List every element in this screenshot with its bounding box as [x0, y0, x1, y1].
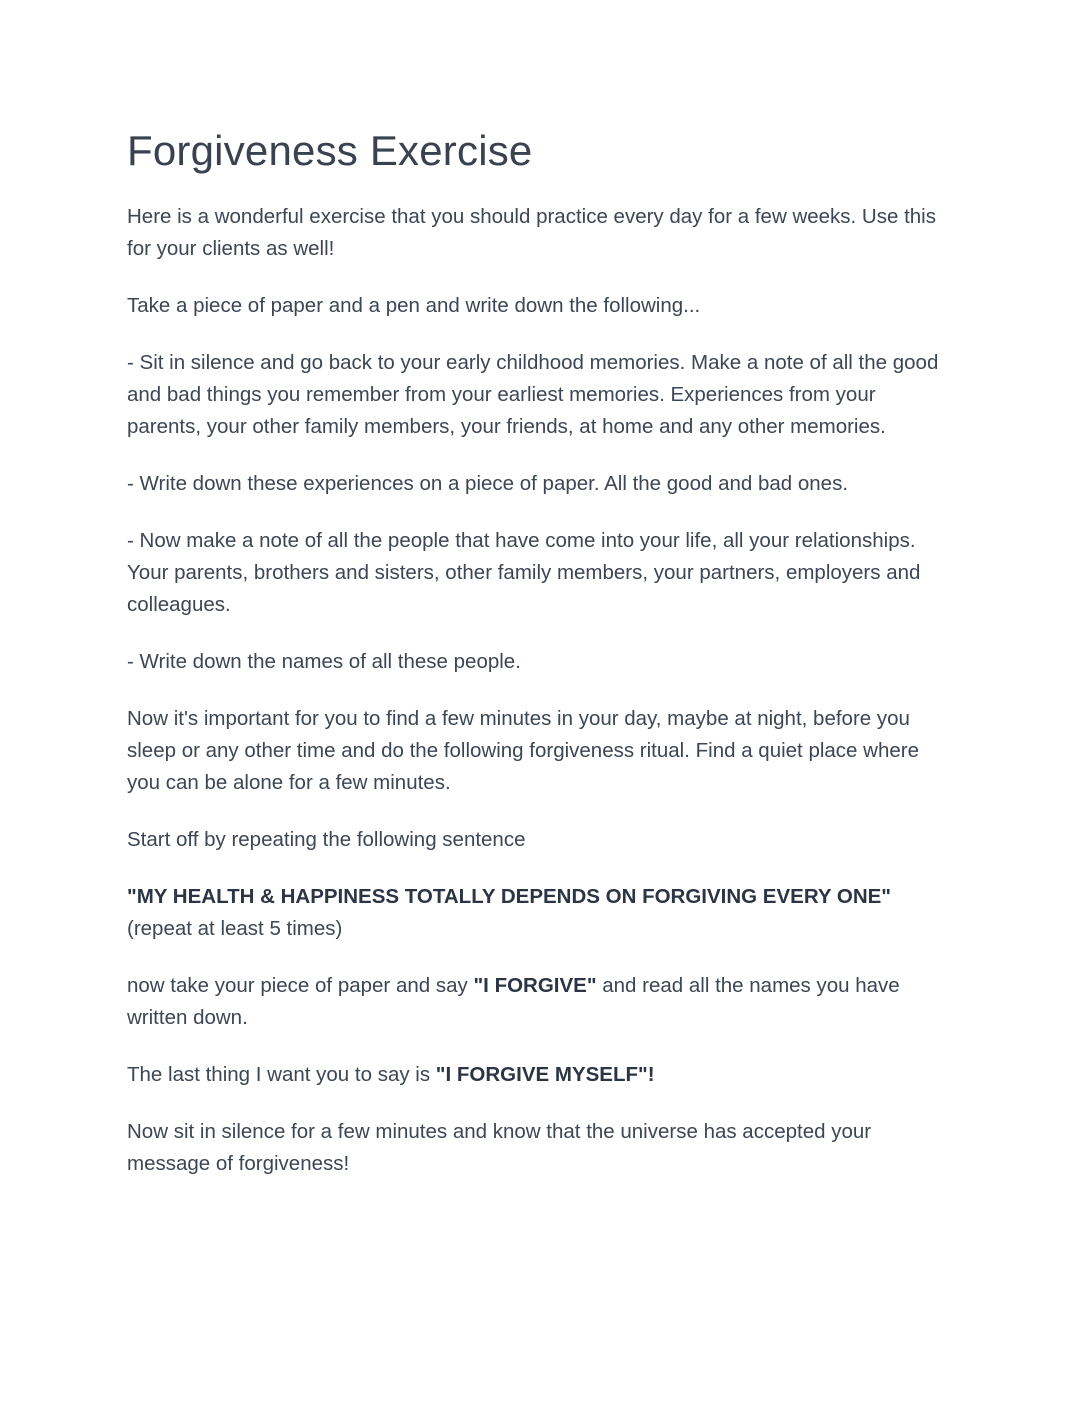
text-run: Now sit in silence for a few minutes and know that the universe has accepted your message of forgiveness! — [127, 1119, 872, 1175]
paragraph — [127, 970, 951, 1034]
text-run: The last thing I want you to say is — [127, 1062, 436, 1086]
paragraph — [127, 525, 951, 621]
bold-text-run: "MY HEALTH & HAPPINESS TOTALLY DEPENDS ON FORGIVING EVERY ONE" — [127, 884, 892, 908]
paragraph — [127, 1059, 951, 1091]
paragraph — [127, 201, 951, 265]
text-run: - Now make a note of all the people that have come into your life, all your relationships. Your parents, brothers and sisters, other family members, your partners, employers and colleagues. — [127, 528, 921, 616]
paragraph — [127, 468, 951, 500]
paragraph — [127, 881, 951, 945]
text-run: - Write down these experiences on a piece of paper. All the good and bad ones. — [127, 471, 849, 495]
text-run: - Write down the names of all these people. — [127, 649, 521, 673]
text-run: and read all the names you have written down. — [127, 973, 900, 1029]
text-run: Start off by repeating the following sentence — [127, 827, 526, 851]
page-title: Forgiveness Exercise — [127, 127, 533, 174]
paragraph — [127, 1116, 951, 1180]
bold-text-run: "I FORGIVE" — [473, 973, 597, 997]
text-run: (repeat at least 5 times) — [127, 916, 343, 940]
paragraph — [127, 703, 951, 799]
text-run: Take a piece of paper and a pen and write down the following... — [127, 293, 701, 317]
paragraph — [127, 290, 951, 322]
text-run: - Sit in silence and go back to your early childhood memories. Make a note of all the good and bad things you remember from your earliest memories. Experiences from your parents, your other family members, your friends, at home and any other memories. — [127, 350, 939, 438]
bold-text-run: "I FORGIVE MYSELF"! — [435, 1062, 655, 1086]
paragraph — [127, 646, 951, 678]
document-content — [127, 125, 951, 1205]
text-run: now take your piece of paper and say — [127, 973, 474, 997]
text-run: Here is a wonderful exercise that you should practice every day for a few weeks. Use this for your clients as well! — [127, 204, 936, 260]
text-run: Now it's important for you to find a few minutes in your day, maybe at night, before you sleep or any other time and do the following forgiveness ritual. Find a quiet place where you can be alone for a few minutes. — [127, 706, 919, 794]
paragraph — [127, 347, 951, 443]
paragraph — [127, 824, 951, 856]
document-body — [127, 201, 951, 1180]
